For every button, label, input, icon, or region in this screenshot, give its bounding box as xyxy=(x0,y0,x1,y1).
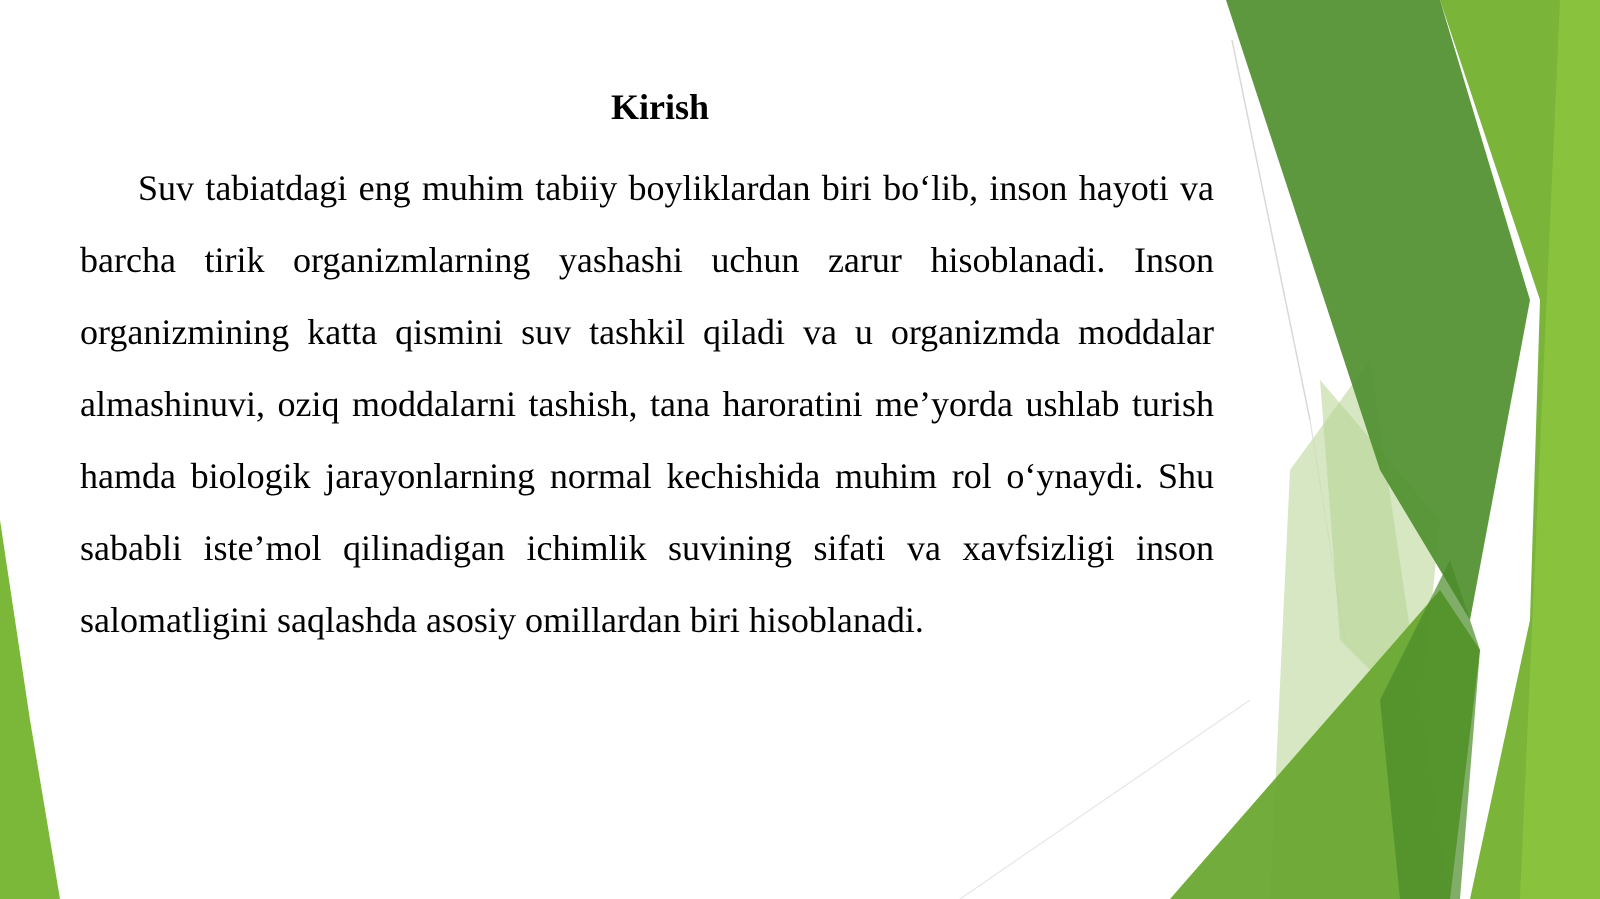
left-green-shape xyxy=(0,520,60,899)
slide-title: Kirish xyxy=(610,87,709,127)
body-paragraph: Suv tabiatdagi eng muhim tabiiy boyliklardan biri bo‘lib, inson hayoti va barcha tirik organizmlarning yashashi uchun zarur hisoblanadi. Inson organizmining katta qismini suv tashkil qiladi va u organizmda moddalar almashinuvi, oziq moddalarni tashish, tana haroratini me’yorda ushlab turish hamda biologik jarayonlarning normal kechishida muhim rol o‘ynaydi. Shu sababli iste’mol qilinadigan ichimlik suvining sifati va xavfsizligi inson salomatligini saqlashda asosiy omillardan biri hisoblanadi. xyxy=(80,168,1214,640)
slide-content xyxy=(80,82,1214,656)
